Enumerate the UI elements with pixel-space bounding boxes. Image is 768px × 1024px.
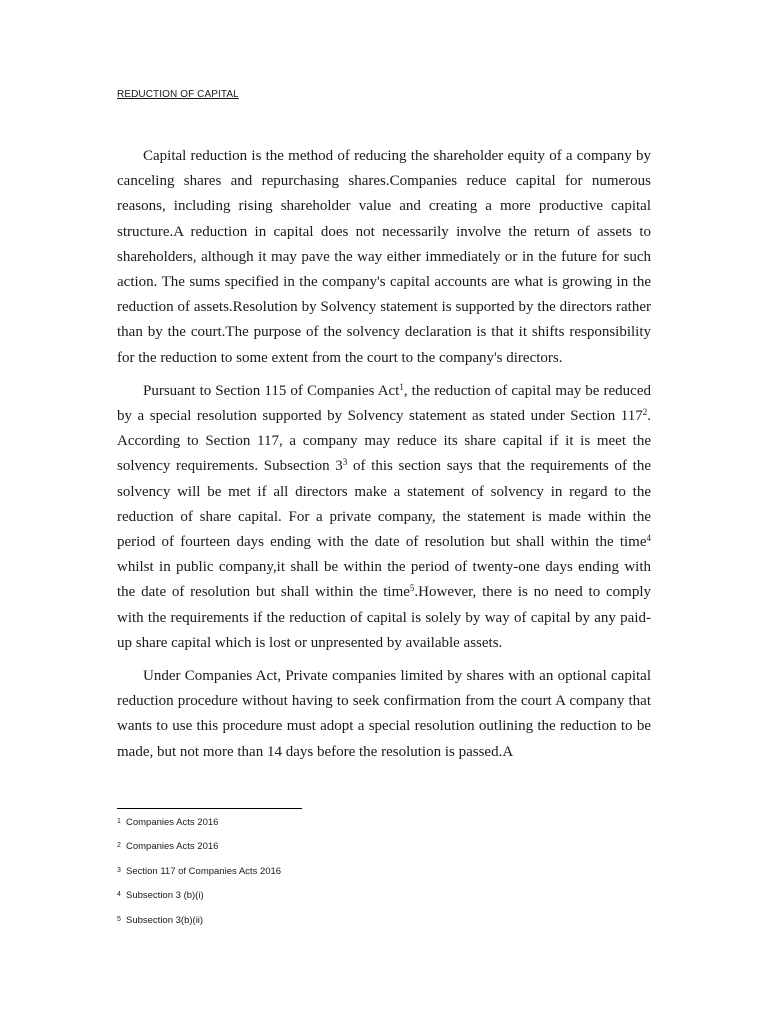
footnote-ref-3[interactable]: 3 (342, 457, 348, 468)
footnote-item (117, 864, 281, 888)
footnote-number: 3 (117, 866, 121, 874)
footnote-text: Subsection 3(b)(ii) (126, 914, 204, 926)
paragraph-2-text: , the reduction of capital may be reduced by a special resolution supported by Solvency statement as stated under Section 117 (117, 382, 651, 425)
paragraph-3: Under Companies Act, Private companies limited by shares with an optional capital reduction procedure without having to seek confirmation from the court A company that wants to use this procedure must adopt a special resolution outlining the reduction to be made, but not more than 14 days before the resolution is passed.A (117, 668, 651, 760)
body-text (117, 144, 651, 773)
footnote-ref-4[interactable]: 4 (646, 533, 651, 544)
section-heading: REDUCTION OF CAPITAL (117, 89, 239, 100)
footnote-item (117, 888, 281, 912)
footnote-number: 2 (117, 842, 121, 850)
footnote-number: 4 (117, 891, 121, 899)
paragraph-2-text: Pursuant to Section 115 of Companies Act (143, 382, 400, 399)
footnote-item (117, 839, 281, 863)
footnote-number: 5 (117, 915, 121, 923)
paragraph-2-text: . According to Section 117, a company may reduce its share capital if it is meet the solvency requirements. Subsection 3 (117, 408, 651, 475)
footnote-ref-1[interactable]: 1 (399, 381, 404, 392)
footnote-text: Subsection 3 (b)(i) (126, 890, 204, 902)
paragraph-2-text: whilst in public company,it shall be within the period of twenty-one days ending with the date of resolution but shall within the time (117, 559, 651, 601)
footnote-divider (117, 808, 302, 809)
footnote-text: Companies Acts 2016 (126, 841, 219, 853)
paragraph-2-text: of this section says that the requirements of the solvency will be met if all directors make a statement of solvency in regard to the reduction of share capital. For a private company, the statement is made within the period of fourteen days ending with the date of resolution but shall within the time (117, 458, 651, 551)
footnote-text: Companies Acts 2016 (126, 817, 219, 828)
paragraph-1: Capital reduction is the method of reducing the shareholder equity of a company by canceling shares and repurchasing shares.Companies reduce capital for numerous reasons, including rising shareholder value and creating a more productive capital structure.A reduction in capital does not necessarily involve the return of assets to shareholders, although it may pave the way either immediately or in the future for such action. The sums specified in the company's capital accounts are what is growing in the reduction of assets.Resolution by Solvency statement is supported by the directors rather than by the court.The purpose of the solvency declaration is that it shifts responsibility for the reduction to some extent from the court to the company's directors. (117, 148, 651, 366)
paragraph-2-text: .However, there is no need to comply with the requirements if the reduction of capital is solely by way of capital by any paid-up share capital which is lost or unpresented by available assets. (117, 584, 651, 651)
footnote-item (117, 815, 281, 839)
footnote-item (117, 913, 281, 937)
footnote-number: 1 (117, 818, 121, 825)
footnotes (117, 815, 281, 937)
footnote-text: Section 117 of Companies Acts 2016 (126, 865, 282, 877)
footnote-ref-5[interactable]: 5 (409, 583, 415, 594)
paragraph-2 (117, 379, 651, 656)
footnote-ref-2[interactable]: 2 (642, 407, 648, 418)
